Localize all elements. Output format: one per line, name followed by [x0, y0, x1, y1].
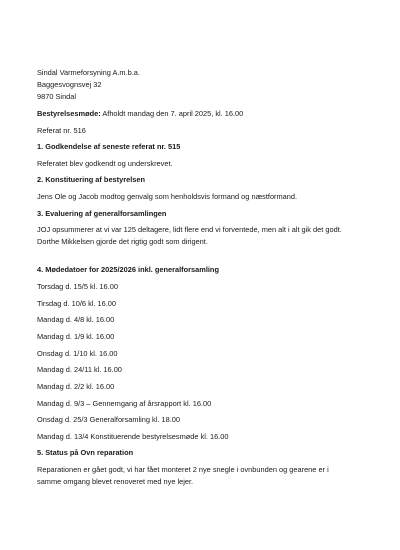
meeting-line [37, 108, 243, 119]
meeting-date-item: Tirsdag d. 10/6 kl. 16.00 [37, 299, 117, 308]
meeting-date-item: Onsdag d. 1/10 kl. 16.00 [37, 349, 118, 358]
section-3-body-line-2: Dorthe Mikkelsen gjorde det rigtig godt som dirigent. [37, 237, 208, 246]
section-3-body-line-1: JOJ opsummerer at vi var 125 deltagere, lidt flere end vi forventede, men alt i alt gik det godt. [37, 225, 342, 234]
address-city: 9870 Sindal [37, 92, 77, 101]
meeting-date-item: Mandag d. 1/9 kl. 16.00 [37, 332, 115, 341]
section-5-body-line-2: samme omgang blevet renoveret med nye lejer. [37, 477, 194, 486]
meeting-date-item: Mandag d. 9/3 – Gennemgang af årsrapport kl. 16.00 [37, 399, 212, 408]
meeting-date-item: Mandag d. 13/4 Konstituerende bestyrelsesmøde kl. 16.00 [37, 432, 229, 441]
meeting-label: Bestyrelsesmøde: [37, 109, 101, 118]
section-2-body: Jens Ole og Jacob modtog genvalg som henholdsvis formand og næstformand. [37, 192, 298, 201]
section-2-heading: 2. Konstituering af bestyrelsen [37, 175, 146, 184]
section-5-body-line-1: Reparationen er gået godt, vi har fået monteret 2 nye snegle i ovnbunden og gearene er i [37, 465, 329, 474]
section-1-heading: 1. Godkendelse af seneste referat nr. 515 [37, 142, 181, 151]
referat-number: Referat nr. 516 [37, 126, 86, 135]
meeting-date-item: Torsdag d. 15/5 kl. 16.00 [37, 282, 118, 291]
section-5-heading: 5. Status på Ovn reparation [37, 448, 134, 457]
address-org: Sindal Varmeforsyning A.m.b.a. [37, 68, 140, 77]
section-4-heading: 4. Mødedatoer for 2025/2026 inkl. generalforsamling [37, 265, 219, 274]
meeting-date-item: Onsdag d. 25/3 Generalforsamling kl. 18.00 [37, 415, 180, 424]
meeting-date-item: Mandag d. 4/8 kl. 16.00 [37, 315, 115, 324]
meeting-date-item: Mandag d. 24/11 kl. 16.00 [37, 365, 122, 374]
section-3-heading: 3. Evaluering af generalforsamlingen [37, 209, 167, 218]
meeting-date-item: Mandag d. 2/2 kl. 16.00 [37, 382, 115, 391]
section-1-body: Referatet blev godkendt og underskrevet. [37, 159, 173, 168]
meeting-text: Afholdt mandag den 7. april 2025, kl. 16.00 [100, 109, 244, 118]
address-street: Baggesvognsvej 32 [37, 80, 102, 89]
